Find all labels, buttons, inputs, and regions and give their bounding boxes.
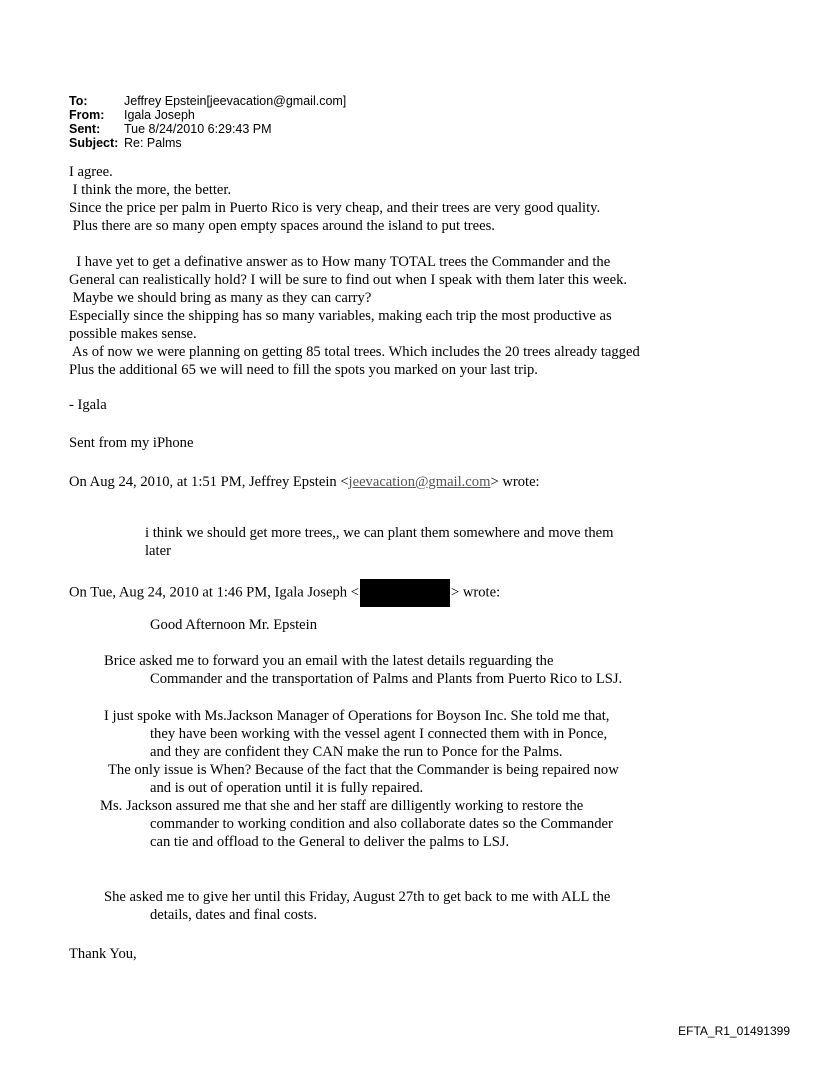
quote1-line: i think we should get more trees,, we can plant them somewhere and move them: [145, 525, 614, 541]
subject-value: Re: Palms: [124, 136, 182, 150]
subject-row: [69, 136, 182, 150]
quote2-line: commander to working condition and also collaborate dates so the Commander: [150, 816, 613, 832]
sent-value: Tue 8/24/2010 6:29:43 PM: [124, 122, 272, 136]
from-row: [69, 108, 195, 122]
quote2-line: they have been working with the vessel agent I connected them with in Ponce,: [150, 726, 608, 742]
quote2-line: details, dates and final costs.: [150, 907, 317, 923]
sent-row: [69, 122, 272, 136]
quote1-line: later: [145, 543, 171, 559]
body-line: Maybe we should bring as many as they can carry?: [69, 290, 372, 306]
quote2-line: The only issue is When? Because of the fact that the Commander is being repaired now: [108, 762, 619, 778]
quote2-line: and is out of operation until it is fully repaired.: [150, 780, 424, 796]
quote2-line: She asked me to give her until this Friday, August 27th to get back to me with ALL the: [104, 889, 611, 905]
redaction-box: [360, 579, 450, 607]
quote2-line: Commander and the transportation of Palms and Plants from Puerto Rico to LSJ.: [150, 671, 623, 687]
sent-label: Sent:: [69, 122, 101, 136]
body-line: Since the price per palm in Puerto Rico is very cheap, and their trees are very good quality.: [69, 200, 601, 216]
subject-label: Subject:: [69, 136, 119, 150]
to-row: [69, 94, 346, 108]
attribution-text: On Aug 24, 2010, at 1:51 PM, Jeffrey Epstein <: [69, 474, 349, 490]
body-line: I think the more, the better.: [69, 182, 232, 198]
body-line: As of now we were planning on getting 85 total trees. Which includes the 20 trees already tagged: [69, 344, 640, 360]
body-line: Plus there are so many open empty spaces around the island to put trees.: [69, 218, 495, 234]
quote1-attribution: [69, 473, 540, 491]
body-line: Plus the additional 65 we will need to fill the spots you marked on your last trip.: [69, 362, 538, 378]
quote2-line: and they are confident they CAN make the run to Ponce for the Palms.: [150, 744, 563, 760]
quote2-line: I just spoke with Ms.Jackson Manager of Operations for Boyson Inc. She told me that,: [104, 708, 610, 724]
signature: - Igala: [69, 397, 107, 413]
quote2-line: can tie and offload to the General to deliver the palms to LSJ.: [150, 834, 510, 850]
from-label: From:: [69, 108, 105, 122]
closing: Thank You,: [69, 946, 137, 962]
quote2-line: Ms. Jackson assured me that she and her staff are dilligently working to restore the: [100, 798, 584, 814]
from-value: Igala Joseph: [124, 108, 195, 122]
document-id: EFTA_R1_01491399: [678, 1024, 790, 1038]
email-link[interactable]: jeevacation@gmail.com: [348, 474, 491, 490]
sent-from: Sent from my iPhone: [69, 435, 194, 451]
quote2-line: Good Afternoon Mr. Epstein: [150, 617, 318, 633]
body-line: possible makes sense.: [69, 326, 197, 342]
attribution-text: > wrote:: [450, 584, 501, 601]
attribution-text: > wrote:: [490, 474, 540, 490]
body-line: Especially since the shipping has so many variables, making each trip the most productive as: [69, 308, 612, 324]
body-line: General can realistically hold? I will be sure to find out when I speak with them later this week.: [69, 272, 628, 288]
to-value: Jeffrey Epstein[jeevacation@gmail.com]: [124, 94, 347, 108]
quote2-line: Brice asked me to forward you an email with the latest details reguarding the: [104, 653, 554, 669]
body-line: I agree.: [69, 164, 113, 180]
body-line: I have yet to get a definative answer as to How many TOTAL trees the Commander and the: [69, 254, 611, 270]
quote2-attribution: [69, 579, 500, 607]
attribution-text: On Tue, Aug 24, 2010 at 1:46 PM, Igala Joseph <: [69, 584, 359, 601]
to-label: To:: [69, 94, 88, 108]
